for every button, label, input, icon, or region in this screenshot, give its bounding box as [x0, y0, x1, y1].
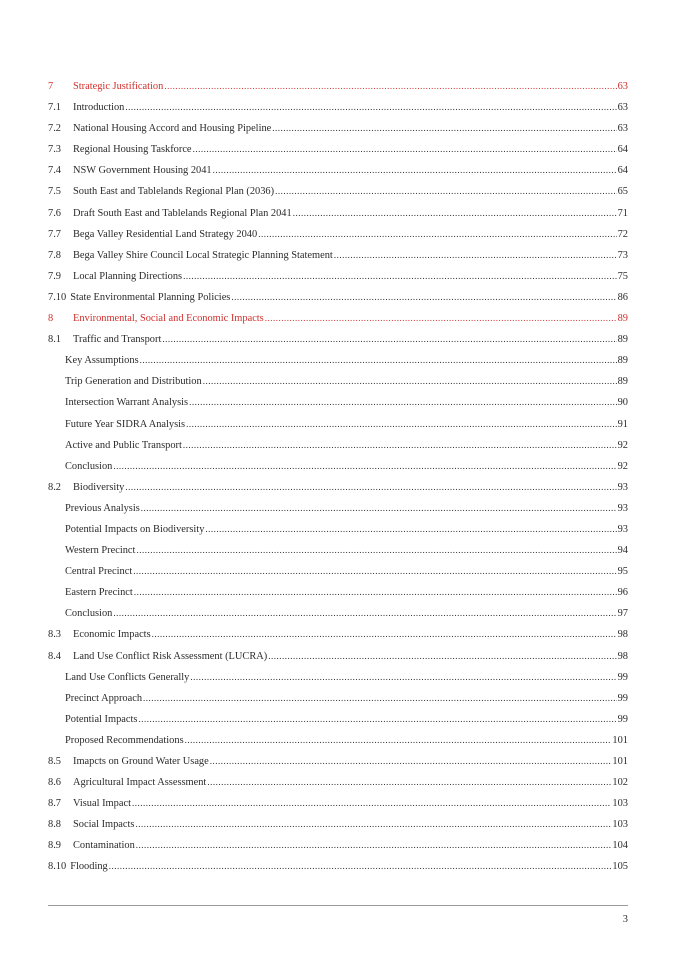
toc-entry-title: Previous Analysis: [65, 502, 140, 514]
toc-chapter-entry[interactable]: [48, 76, 628, 97]
toc-subentry[interactable]: [48, 435, 628, 456]
toc-dot-leader: [210, 751, 612, 772]
toc-subentry[interactable]: [48, 392, 628, 413]
toc-dot-leader: [143, 688, 617, 709]
toc-page-number: 101: [612, 734, 628, 746]
toc-subentry[interactable]: [48, 730, 628, 751]
toc-page-number: 65: [617, 186, 628, 198]
toc-entry-title: Regional Housing Taskforce: [73, 144, 192, 156]
toc-page-number: 93: [617, 523, 628, 535]
toc-dot-leader: [152, 624, 617, 645]
toc-page-number: 89: [617, 313, 628, 325]
footer-divider: [48, 905, 628, 906]
toc-page-number: 92: [617, 460, 628, 472]
toc-subentry[interactable]: [48, 540, 628, 561]
toc-section-entry[interactable]: [48, 814, 628, 835]
toc-section-number: 8.7: [48, 798, 61, 810]
toc-dot-leader: [113, 603, 616, 624]
toc-subentry[interactable]: [48, 603, 628, 624]
toc-entry-title: Land Use Conflicts Generally: [65, 671, 190, 683]
toc-dot-leader: [162, 329, 616, 350]
toc-entry-title: Flooding: [70, 861, 108, 873]
toc-entry-title: Trip Generation and Distribution: [65, 376, 202, 388]
toc-section-entry[interactable]: [48, 266, 628, 287]
toc-dot-leader: [207, 772, 611, 793]
toc-subentry[interactable]: [48, 582, 628, 603]
toc-dot-leader: [189, 392, 617, 413]
toc-entry-title: Agricultural Impact Assessment: [73, 777, 207, 789]
toc-dot-leader: [164, 76, 616, 97]
toc-subentry[interactable]: [48, 667, 628, 688]
toc-page-number: 96: [617, 587, 628, 599]
toc-section-number: 8.5: [48, 756, 61, 767]
toc-dot-leader: [275, 181, 617, 202]
toc-entry-title: Introduction: [73, 102, 125, 114]
toc-entry-title: Conclusion: [65, 608, 113, 620]
toc-section-entry[interactable]: [48, 139, 628, 160]
toc-dot-leader: [183, 266, 617, 287]
toc-page-number: 89: [617, 334, 628, 346]
toc-entry-title: South East and Tablelands Regional Plan (2036): [73, 186, 275, 198]
toc-page-number: 64: [617, 165, 628, 177]
toc-dot-leader: [136, 835, 612, 856]
toc-section-entry[interactable]: [48, 181, 628, 202]
toc-subentry[interactable]: [48, 371, 628, 392]
toc-section-number: 7.9: [48, 270, 61, 282]
page-number: 3: [622, 914, 628, 925]
toc-dot-leader: [205, 519, 616, 540]
toc-page-number: 73: [617, 249, 628, 261]
toc-dot-leader: [138, 709, 616, 730]
toc-section-entry[interactable]: [48, 793, 628, 814]
toc-section-entry[interactable]: [48, 856, 628, 877]
toc-section-entry[interactable]: [48, 287, 628, 308]
toc-section-number: 8.6: [48, 777, 61, 789]
toc-dot-leader: [134, 582, 617, 603]
toc-section-entry[interactable]: [48, 835, 628, 856]
toc-entry-title: Visual Impact: [73, 798, 131, 810]
toc-page-number: 63: [617, 123, 628, 135]
toc-page-number: 103: [612, 798, 628, 810]
toc-entry-title: Land Use Conflict Risk Assessment (LUCRA): [73, 650, 268, 662]
toc-entry-title: Economic Impacts: [73, 629, 151, 641]
toc-dot-leader: [258, 224, 616, 245]
toc-section-number: 7.4: [48, 165, 61, 177]
toc-section-number: 8.9: [48, 840, 61, 852]
toc-page-number: 72: [617, 228, 628, 240]
toc-section-number: 8.1: [48, 334, 61, 346]
toc-chapter-entry[interactable]: [48, 308, 628, 329]
toc-entry-title: Central Precinct: [65, 566, 133, 578]
toc-page-number: 97: [617, 608, 628, 620]
toc-dot-leader: [135, 814, 611, 835]
toc-entry-title: Key Assumptions: [65, 355, 139, 367]
toc-page-number: 89: [617, 376, 628, 388]
toc-entry-title: Western Precinct: [65, 545, 136, 557]
toc-section-entry[interactable]: [48, 203, 628, 224]
toc-page-number: 98: [617, 629, 628, 641]
toc-page-number: 93: [617, 481, 628, 493]
toc-entry-title: Local Planning Directions: [73, 270, 183, 282]
toc-section-entry[interactable]: [48, 118, 628, 139]
toc-entry-title: Potential Impacts on Biodiversity: [65, 523, 205, 535]
toc-section-number: 8.8: [48, 819, 61, 831]
toc-section-number: 7.7: [48, 228, 61, 240]
toc-dot-leader: [185, 730, 612, 751]
toc-section-number: 8.4: [48, 650, 61, 662]
toc-section-number: 7.5: [48, 186, 61, 198]
toc-dot-leader: [113, 456, 616, 477]
toc-entry-title: Precinct Approach: [65, 692, 143, 704]
toc-section-number: 8.10: [48, 861, 67, 873]
toc-dot-leader: [125, 477, 616, 498]
toc-page-number: 102: [612, 777, 628, 789]
toc-section-entry[interactable]: [48, 646, 628, 667]
toc-entry-title: Biodiversity: [73, 481, 125, 493]
toc-entry-title: Potential Impacts: [65, 713, 138, 725]
toc-page-number: 95: [617, 566, 628, 578]
toc-section-entry[interactable]: [48, 160, 628, 181]
toc-dot-leader: [268, 646, 616, 667]
toc-dot-leader: [133, 561, 616, 582]
toc-page-number: 99: [617, 713, 628, 725]
toc-section-number: 8.3: [48, 629, 61, 641]
toc-entry-title: Active and Public Transport: [65, 439, 182, 451]
toc-page-number: 91: [617, 418, 628, 430]
toc-page-number: 103: [612, 819, 628, 831]
toc-section-number: 7.8: [48, 249, 61, 261]
toc-dot-leader: [265, 308, 617, 329]
toc-page-number: 99: [617, 692, 628, 704]
toc-section-entry[interactable]: [48, 245, 628, 266]
toc-page-number: 101: [612, 756, 628, 767]
toc-page-number: 93: [617, 502, 628, 514]
toc-dot-leader: [141, 498, 617, 519]
toc-section-number: 7.1: [48, 102, 61, 114]
toc-entry-title: National Housing Accord and Housing Pipeline: [73, 123, 272, 135]
toc-dot-leader: [213, 160, 617, 181]
toc-dot-leader: [186, 414, 617, 435]
toc-dot-leader: [183, 435, 617, 456]
toc-section-entry[interactable]: [48, 477, 628, 498]
toc-dot-leader: [132, 793, 611, 814]
toc-subentry[interactable]: [48, 456, 628, 477]
toc-entry-title: Eastern Precinct: [65, 587, 133, 599]
toc-section-number: 7.6: [48, 207, 61, 219]
toc-entry-title: State Environmental Planning Policies: [70, 291, 231, 303]
toc-entry-title: Imapcts on Ground Water Usage: [73, 756, 209, 767]
toc-page-number: 99: [617, 671, 628, 683]
toc-entry-title: Contamination: [73, 840, 135, 852]
toc-section-entry[interactable]: [48, 751, 628, 772]
toc-page-number: 89: [617, 355, 628, 367]
toc-page-number: 64: [617, 144, 628, 156]
toc-subentry[interactable]: [48, 498, 628, 519]
toc-dot-leader: [293, 203, 617, 224]
toc-dot-leader: [109, 856, 612, 877]
toc-entry-title: Bega Valley Shire Council Local Strategic Planning Statement: [73, 249, 333, 261]
toc-dot-leader: [231, 287, 616, 308]
toc-entry-title: Future Year SIDRA Analysis: [65, 418, 186, 430]
toc-entry-title: NSW Government Housing 2041: [73, 165, 212, 177]
toc-entry-title: Traffic and Transport: [73, 334, 162, 346]
toc-dot-leader: [125, 97, 616, 118]
toc-section-number: 7.10: [48, 291, 67, 303]
toc-subentry[interactable]: [48, 561, 628, 582]
toc-section-number: 8: [48, 313, 54, 325]
toc-section-entry[interactable]: [48, 224, 628, 245]
toc-page-number: 63: [617, 81, 628, 92]
toc-entry-title: Environmental, Social and Economic Impacts: [73, 313, 264, 325]
toc-page-number: 105: [612, 861, 628, 873]
toc-entry-title: Intersection Warrant Analysis: [65, 397, 189, 409]
toc-section-entry[interactable]: [48, 624, 628, 645]
toc-entry-title: Strategic Justification: [73, 81, 164, 92]
toc-subentry[interactable]: [48, 414, 628, 435]
toc-section-number: 7.2: [48, 123, 61, 135]
toc-dot-leader: [190, 667, 616, 688]
toc-dot-leader: [136, 540, 616, 561]
toc-section-number: 8.2: [48, 481, 61, 493]
table-of-contents: [48, 76, 628, 878]
toc-dot-leader: [193, 139, 617, 160]
toc-page-number: 94: [617, 545, 628, 557]
toc-entry-title: Proposed Recommendations: [65, 734, 184, 746]
toc-section-entry[interactable]: [48, 772, 628, 793]
toc-page-number: 71: [617, 207, 628, 219]
toc-section-number: 7: [48, 81, 54, 92]
toc-page-number: 75: [617, 270, 628, 282]
toc-section-entry[interactable]: [48, 97, 628, 118]
toc-subentry[interactable]: [48, 519, 628, 540]
toc-dot-leader: [334, 245, 617, 266]
toc-page-number: 86: [617, 291, 628, 303]
toc-entry-title: Bega Valley Residential Land Strategy 2040: [73, 228, 258, 240]
toc-entry-title: Conclusion: [65, 460, 113, 472]
toc-section-number: 7.3: [48, 144, 61, 156]
toc-page-number: 104: [612, 840, 628, 852]
toc-page-number: 63: [617, 102, 628, 114]
toc-page-number: 92: [617, 439, 628, 451]
toc-subentry[interactable]: [48, 350, 628, 371]
toc-dot-leader: [272, 118, 616, 139]
toc-subentry[interactable]: [48, 688, 628, 709]
toc-page-number: 90: [617, 397, 628, 409]
toc-subentry[interactable]: [48, 709, 628, 730]
toc-entry-title: Draft South East and Tablelands Regional Plan 2041: [73, 207, 292, 219]
toc-entry-title: Social Impacts: [73, 819, 135, 831]
toc-section-entry[interactable]: [48, 329, 628, 350]
toc-dot-leader: [203, 371, 617, 392]
toc-dot-leader: [140, 350, 617, 371]
toc-page-number: 98: [617, 650, 628, 662]
